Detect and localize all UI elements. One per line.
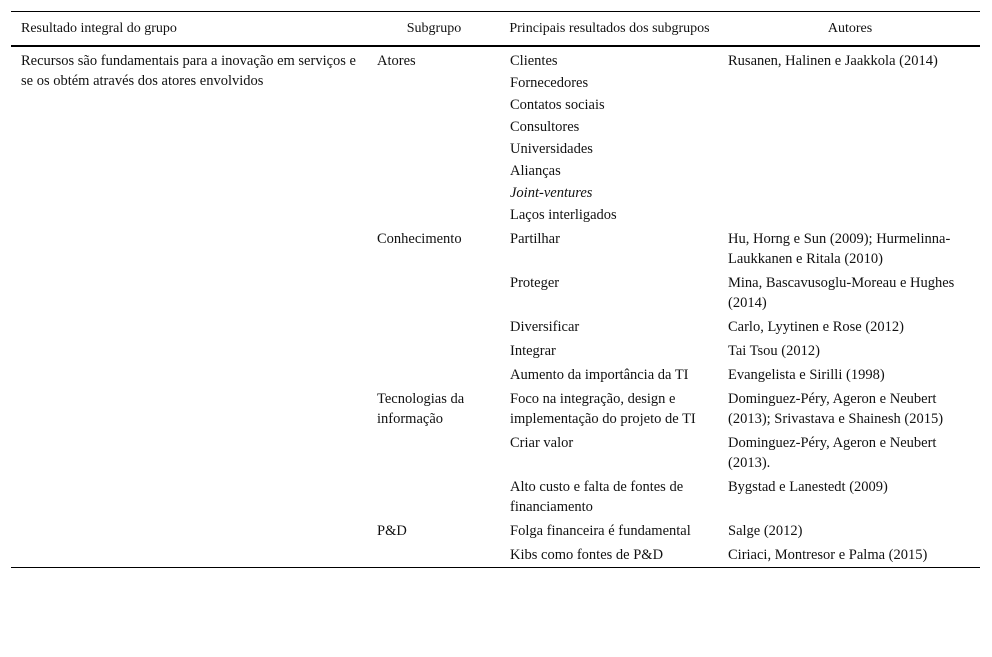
main-results-cell: Integrar bbox=[510, 343, 556, 359]
result-item: Contatos sociais bbox=[510, 97, 605, 113]
result-item: Fornecedores bbox=[510, 75, 589, 91]
subgroup-cell bbox=[367, 339, 499, 363]
authors-cell: Evangelista e Sirilli (1998) bbox=[728, 367, 885, 383]
main-results-cell: Foco na integração, design e implementação do projeto de TI bbox=[510, 391, 696, 427]
subgroup-cell bbox=[367, 315, 499, 339]
results-table-container bbox=[11, 11, 980, 568]
main-results-cell: Criar valor bbox=[510, 435, 574, 451]
result-item: Consultores bbox=[510, 119, 580, 135]
subgroup-cell bbox=[367, 431, 499, 475]
header-main-results: Principais resultados dos subgrupos bbox=[509, 21, 710, 36]
subgroup-cell: Tecnologias da informação bbox=[377, 391, 465, 427]
result-item: Joint-ventures bbox=[510, 185, 593, 201]
authors-cell: Bygstad e Lanestedt (2009) bbox=[728, 479, 888, 495]
main-results-cell: Proteger bbox=[510, 275, 560, 291]
authors-cell: Salge (2012) bbox=[728, 523, 803, 539]
authors-cell: Rusanen, Halinen e Jaakkola (2014) bbox=[728, 53, 938, 69]
result-item: Universidades bbox=[510, 141, 593, 157]
subgroup-cell bbox=[367, 271, 499, 315]
results-table bbox=[11, 11, 980, 568]
main-results-cell: Kibs como fontes de P&D bbox=[499, 543, 718, 568]
authors-cell: Hu, Horng e Sun (2009); Hurmelinna-Laukkanen e Ritala (2010) bbox=[728, 231, 951, 267]
result-item: Clientes bbox=[510, 53, 558, 69]
result-item: Laços interligados bbox=[510, 207, 617, 223]
authors-cell: Dominguez-Péry, Ageron e Neubert (2013); Srivastava e Shainesh (2015) bbox=[728, 391, 944, 427]
table-header-row bbox=[11, 12, 980, 47]
result-item: Alianças bbox=[510, 163, 561, 179]
main-results-cell: Folga financeira é fundamental bbox=[510, 523, 691, 539]
subgroup-cell: Atores bbox=[377, 53, 416, 69]
main-results-cell: Aumento da importância da TI bbox=[510, 367, 689, 383]
table-row bbox=[11, 46, 980, 227]
authors-cell: Tai Tsou (2012) bbox=[728, 343, 820, 359]
subgroup-cell bbox=[367, 475, 499, 519]
authors-cell: Dominguez-Péry, Ageron e Neubert (2013). bbox=[728, 435, 937, 471]
subgroup-cell bbox=[367, 363, 499, 387]
main-results-cell: Alto custo e falta de fontes de financiamento bbox=[510, 479, 684, 515]
subgroup-cell: P&D bbox=[377, 523, 407, 539]
authors-cell: Mina, Bascavusoglu-Moreau e Hughes (2014) bbox=[728, 275, 955, 311]
authors-cell: Ciriaci, Montresor e Palma (2015) bbox=[718, 543, 980, 568]
subgroup-cell bbox=[367, 543, 499, 568]
subgroup-cell: Conhecimento bbox=[377, 231, 462, 247]
main-results-cell: Diversificar bbox=[510, 319, 580, 335]
header-subgroup: Subgrupo bbox=[406, 21, 462, 36]
main-results-cell bbox=[499, 46, 718, 227]
group-result-cell: Recursos são fundamentais para a inovação em serviços e se os obtém através dos atores envolvidos bbox=[11, 46, 367, 568]
authors-cell: Carlo, Lyytinen e Rose (2012) bbox=[728, 319, 904, 335]
header-group-result: Resultado integral do grupo bbox=[21, 21, 177, 36]
main-results-cell: Partilhar bbox=[510, 231, 560, 247]
header-authors: Autores bbox=[827, 21, 873, 36]
